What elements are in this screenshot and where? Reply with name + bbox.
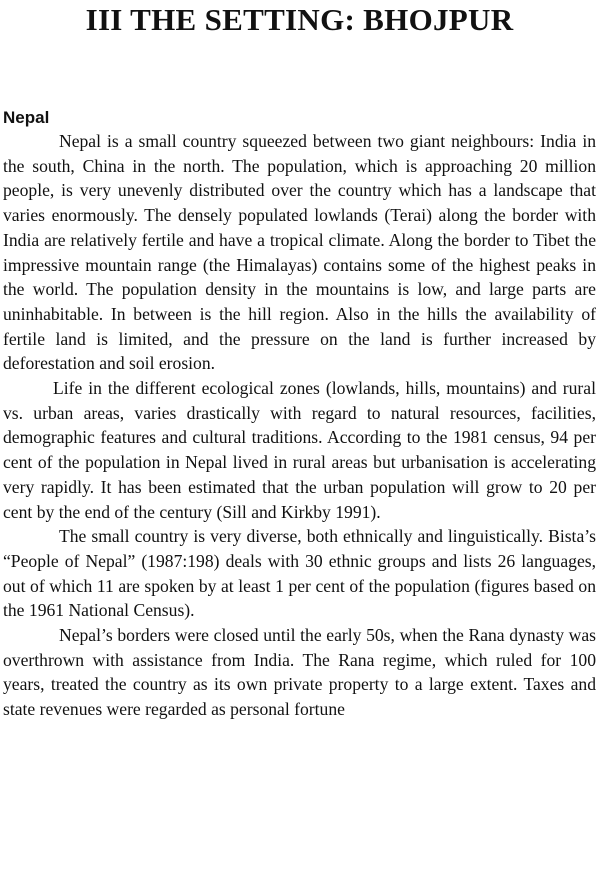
chapter-title: III THE SETTING: BHOJPUR [85,2,514,37]
paragraph-3: The small country is very diverse, both ethnically and linguistically. Bista’s “People of Nepal” (1987:198) deals with 30 ethnic groups and lists 26 languages, out of which 11 are spoken by at least 1 per cent of the population (figures based on the 1961 National Census). [3,526,596,621]
paragraph-4: Nepal’s borders were closed until the early 50s, when the Rana dynasty was overthrown with assistance from India. The Rana regime, which ruled for 100 years, treated the country as its own private property to a large extent. Taxes and state revenues were regarded as personal fortune [3,625,596,720]
section-heading-nepal: Nepal [3,108,50,127]
paragraph-2: Life in the different ecological zones (lowlands, hills, mountains) and rural vs. urban areas, varies drastically with regard to natural resources, facilities, demographic features and cultural traditions. According to the 1981 census, 94 per cent of the population in Nepal lived in rural areas but urbanisation is accelerating very rapidly. It has been estimated that the urban population will grow to 20 per cent by the end of the century (Sill and Kirkby 1991). [3,378,596,522]
paragraph-1: Nepal is a small country squeezed between two giant neighbours: India in the south, China in the north. The population, which is approaching 20 million people, is very unevenly distributed over the country which has a landscape that varies enormously. The densely populated lowlands (Terai) along the border with India are relatively fertile and have a tropical climate. Along the border to Tibet the impressive mountain range (the Himalayas) contains some of the highest peaks in the world. The population density in the mountains is low, and large parts are uninhabitable. In between is the hill region. Also in the hills the availability of fertile land is limited, and the pressure on the land is further increased by deforestation and soil erosion. [3,131,596,374]
